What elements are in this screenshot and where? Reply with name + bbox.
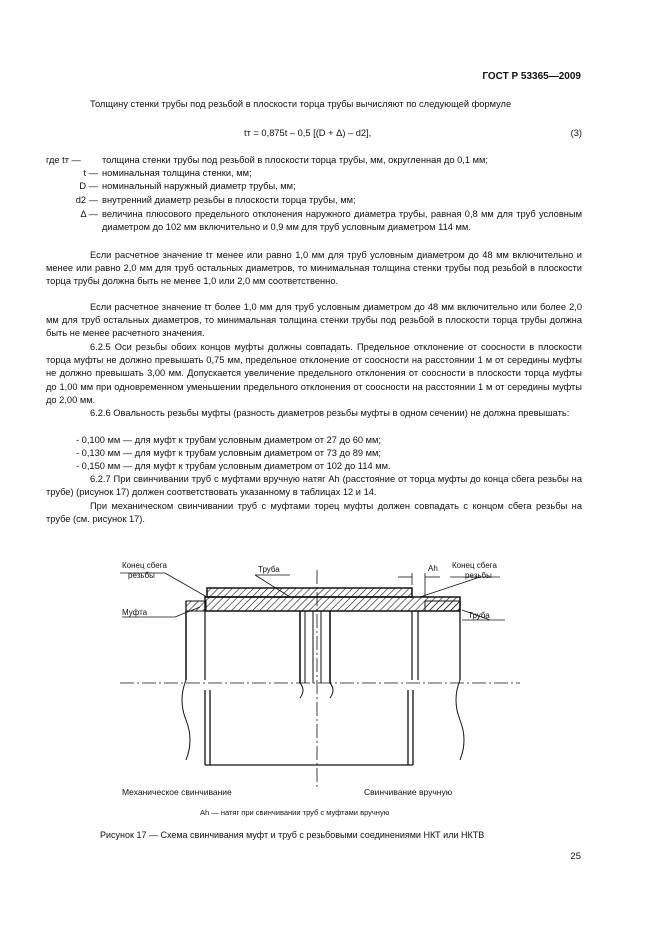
paragraph-tt-le: Если расчетное значение tт менее или равно 1,0 мм для труб условным диаметром до 48 мм включительно и менее или равно 2,0 мм для труб остальных диаметров, то минимальная толщина стенки трубы под резьбой в плоскости торца трубы должна быть не менее 1,0 или 2,0 мм соответственно. (46, 250, 582, 287)
pipe-wall-left (186, 601, 206, 611)
figure-caption: Рисунок 17 — Схема свинчивания муфт и труб с резьбовыми соединениями НКТ или НКТВ (100, 830, 485, 840)
definition-symbol: Δ — (80, 209, 98, 219)
paragraph-6-2-5: 6.2.5 Оси резьбы обоих концов муфты должны совпадать. Предельное отклонение от соосности в плоскости торца муфты не должно превышать 0,75 мм, предельное отклонение от соосности на расстоянии 1 м от середины муфты не должно превышать 3,00 мм. Допускается увеличение предельного отклонения от соосности в плоскости торца муфты до 1,00 мм при одновременном уменьшении предельного отклонения от соосности на расстоянии 1 м от середины муфты до 2,00 мм. (46, 342, 582, 405)
label-thread-runout-right-2: резьбы (465, 571, 492, 580)
definition-text: внутренний диаметр резьбы в плоскости торца трубы, мм; (102, 195, 356, 205)
ovality-item: - 0,100 мм — для муфт к трубам условным диаметром от 27 до 60 мм; (76, 435, 381, 445)
label-ah: Ah (428, 564, 438, 573)
label-coupling: Муфта (122, 608, 148, 617)
definition-text: номинальный наружный диаметр трубы, мм; (102, 181, 296, 191)
break-line-left (182, 680, 190, 760)
page-number: 25 (570, 851, 581, 862)
paragraph-6-2-6: 6.2.6 Овальность резьбы муфты (разность диаметров резьбы муфты в одном сечении) не должна превышать: (90, 408, 570, 418)
definition-symbol: d2 — (75, 195, 98, 205)
label-thread-runout-right-1: Конец сбега (452, 561, 497, 570)
document-header: ГОСТ Р 53365—2009 (482, 71, 581, 82)
paragraph-tt-gt: Если расчетное значение tт более 1,0 мм для труб условным диаметром до 48 мм включительно или более 2,0 мм для труб остальных диаметров, то минимальная толщина стенки трубы под резьбой в плоскости торца трубы должна быть не менее расчетного значения. (46, 302, 582, 339)
definition-text: номинальная толщина стенки, мм; (102, 168, 252, 178)
figure-note: Ah — натяг при свинчивании труб с муфтами вручную (200, 808, 390, 817)
coupling-wall (205, 597, 460, 611)
label-manual: Свинчивание вручную (364, 787, 453, 797)
definition-symbol: t — (83, 168, 98, 178)
label-thread-runout-left-2: резьбы (128, 571, 155, 580)
pipe-wall-right (425, 601, 460, 611)
paragraph-mechanical: При механическом свинчивании труб с муфтами торец муфты должен совпадать с концом сбега резьбы на трубе (см. рисунок 17). (46, 501, 582, 525)
definition-text: величина плюсового предельного отклонения наружного диаметра трубы, равная 0,8 мм для труб условным диаметром до 102 мм включительно и 0,9 мм для труб условным диаметром 114 мм. (102, 209, 582, 233)
ovality-item: - 0,150 мм — для муфт к трубам условным диаметром от 102 до 114 мм. (76, 461, 391, 471)
ovality-item: - 0,130 мм — для муфт к трубам условным диаметром от 73 до 89 мм; (76, 448, 381, 458)
label-thread-runout-left-1: Конец сбега (122, 561, 167, 570)
label-pipe-right: Труба (468, 611, 490, 620)
definition-text: толщина стенки трубы под резьбой в плоскости торца трубы, мм, округленная до 0,1 мм; (102, 155, 488, 165)
break-line-right (456, 680, 464, 760)
definition-symbol: D — (79, 181, 98, 191)
figure-17-diagram (0, 550, 661, 802)
formula-number: (3) (570, 128, 582, 138)
paragraph-6-2-7: 6.2.7 При свинчивании труб с муфтами вручную натяг Ah (расстояние от торца муфты до конца сбега резьбы на трубе) (рисунок 17) должен соответствовать указанному в таблицах 12 и 14. (46, 474, 582, 498)
formula-text: tт = 0,875t – 0,5 [(D + Δ) – d2], (244, 128, 372, 138)
definition-symbol: где tт — (46, 155, 81, 165)
pipe-thread-band (207, 588, 412, 597)
label-pipe-top: Труба (258, 565, 280, 574)
label-mechanical: Механическое свинчивание (122, 787, 232, 797)
intro-paragraph: Толщину стенки трубы под резьбой в плоскости торца трубы вычисляют по следующей формуле (90, 99, 512, 109)
